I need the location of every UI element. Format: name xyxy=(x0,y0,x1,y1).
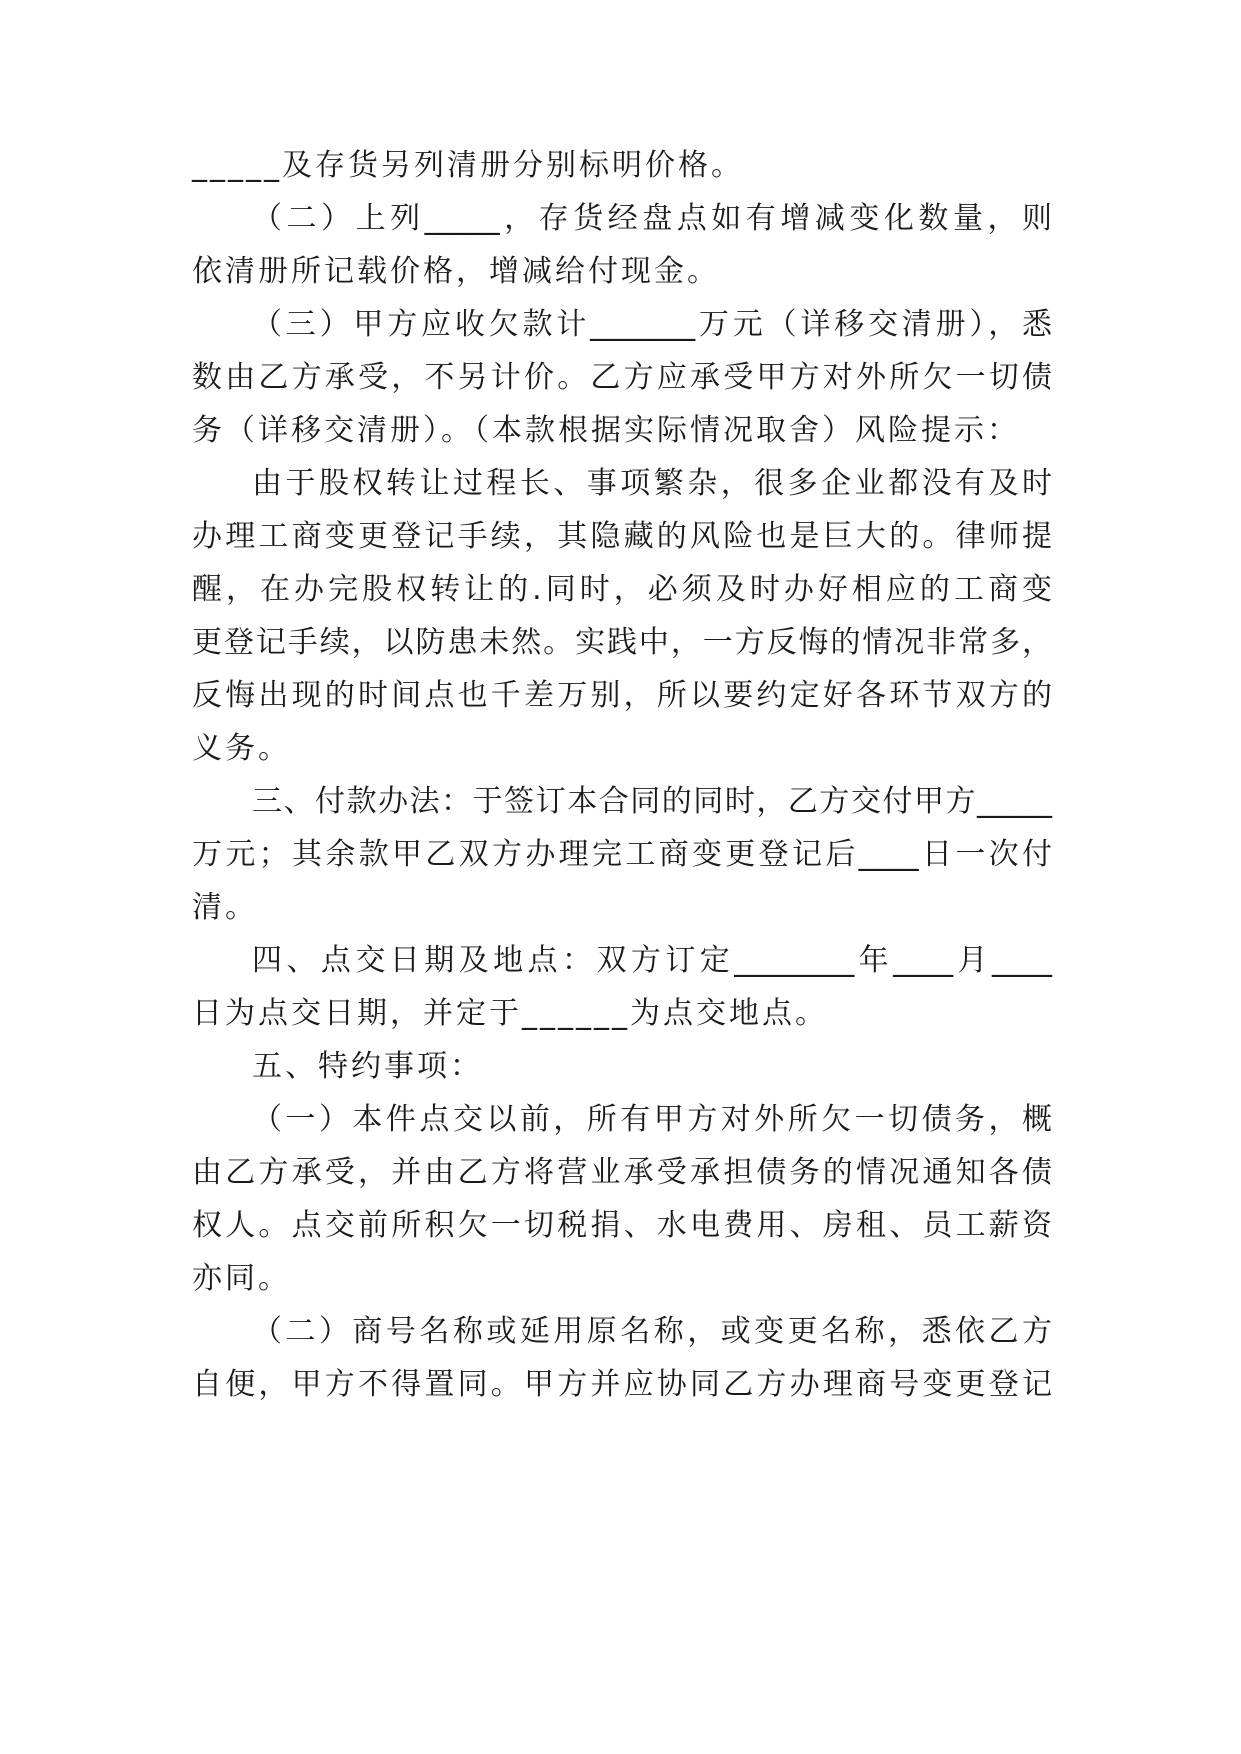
text-line: （一）本件点交以前，所有甲方对外所欠一切债务，概 xyxy=(252,1102,1052,1137)
text-line: 由乙方承受，并由乙方将营业承受承担债务的情况通知各债 xyxy=(192,1155,1052,1190)
text-line: 务（详移交清册）。（本款根据实际情况取舍）风险提示： xyxy=(192,413,1020,448)
text-line: 亦同。 xyxy=(192,1261,291,1296)
text-line: 数由乙方承受，不另计价。乙方应承受甲方对外所欠一切债 xyxy=(192,360,1052,395)
text-line: 万元；其余款甲乙双方办理完工商变更登记后____日一次付 xyxy=(192,837,1052,872)
text-line: 反悔出现的时间点也千差万别，所以要约定好各环节双方的 xyxy=(192,678,1052,713)
text-line: _____及存货另列清册分别标明价格。 xyxy=(192,148,744,183)
text-line: （三）甲方应收欠款计_______万元（详移交清册），悉 xyxy=(252,307,1052,342)
text-line: 清。 xyxy=(192,890,258,925)
text-line: 醒，在办完股权转让的.同时，必须及时办好相应的工商变 xyxy=(192,572,1052,607)
text-line: （二）商号名称或延用原名称，或变更名称，悉依乙方 xyxy=(252,1314,1052,1349)
text-line: （二）上列_____，存货经盘点如有增减变化数量，则 xyxy=(252,201,1052,236)
text-line: 权人。点交前所积欠一切税捐、水电费用、房租、员工薪资 xyxy=(192,1208,1052,1243)
text-line: 自便，甲方不得置同。甲方并应协同乙方办理商号变更登记 xyxy=(192,1367,1052,1402)
text-line: 依清册所记载价格，增减给付现金。 xyxy=(192,254,720,289)
text-line: 更登记手续，以防患未然。实践中，一方反悔的情况非常多， xyxy=(192,625,1052,660)
text-line: 五、特约事项： xyxy=(252,1049,483,1084)
text-line: 义务。 xyxy=(192,731,291,766)
text-line: 由于股权转让过程长、事项繁杂，很多企业都没有及时 xyxy=(252,466,1052,501)
text-line: 日为点交日期，并定于______为点交地点。 xyxy=(192,996,828,1031)
text-line: 办理工商变更登记手续，其隐藏的风险也是巨大的。律师提 xyxy=(192,519,1052,554)
text-line: 四、点交日期及地点：双方订定________年____月____ xyxy=(252,943,1052,978)
text-line: 三、付款办法：于签订本合同的同时，乙方交付甲方_____ xyxy=(252,784,1052,819)
